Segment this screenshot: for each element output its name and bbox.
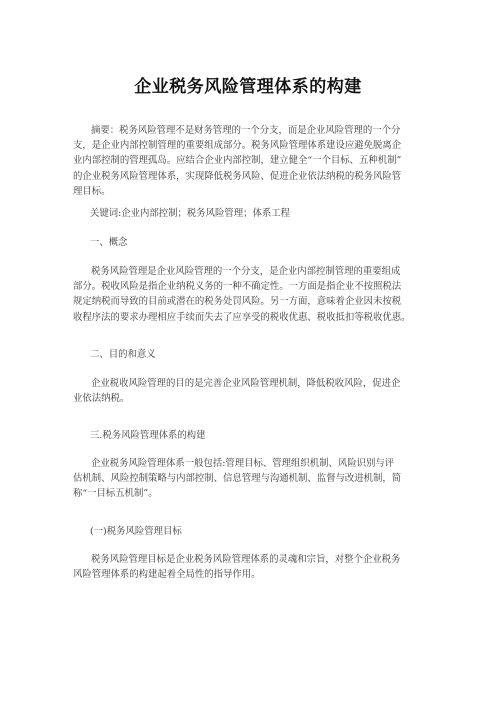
paragraph-line: 风险管理体系的构建起着全局性的指导作用。 bbox=[73, 569, 261, 581]
subsection-heading: (一)税务风险管理目标 bbox=[90, 526, 182, 537]
abstract-line: 业内部控制的管理孤岛。应结合企业内部控制，建立健全“一个目标、五种机制” bbox=[73, 155, 402, 167]
section-paragraph bbox=[73, 264, 433, 325]
section-paragraph bbox=[73, 552, 433, 582]
paragraph-line: 企业税收风险管理的目的是完善企业风险管理机制，降低税收风险，促进企 bbox=[91, 378, 401, 389]
abstract-paragraph bbox=[73, 123, 433, 199]
abstract-line: 支，是企业内部控制管理的重要组成部分。税务风险管理体系建设应避免脱离企 bbox=[73, 140, 402, 152]
page-title: 企业税务风险管理体系的构建 bbox=[134, 77, 362, 97]
paragraph-line: 规定纳税而导致的目前或潜在的税务处罚风险。另一方面，意味着企业因未按税 bbox=[73, 296, 402, 308]
paragraph-line: 估机制、风险控制策略与内部控制、信息管理与沟通机制、监督与改进机制，简 bbox=[73, 473, 402, 485]
paragraph-line: 业依法纳税。 bbox=[73, 393, 130, 405]
abstract-line: 的企业税务风险管理体系，实现降低税务风险、促进企业依法纳税的税务风险管 bbox=[73, 170, 402, 182]
section-heading: 三.税务风险管理体系的构建 bbox=[90, 430, 206, 441]
paragraph-line: 收程序法的要求办理相应手续而失去了应享受的税收优惠、税收抵扣等税收优惠。 bbox=[73, 311, 411, 323]
paragraph-line: 部分。税收风险是指企业纳税义务的一种不确定性。一方面是指企业不按照税法 bbox=[73, 281, 402, 293]
section-paragraph bbox=[73, 376, 433, 406]
abstract-line: 理目标。 bbox=[73, 185, 111, 197]
section-paragraph bbox=[73, 456, 433, 502]
paragraph-line: 称“一目标五机制”。 bbox=[73, 488, 158, 500]
paragraph-line: 税务风险管理目标是企业税务风险管理体系的灵魂和宗旨，对整个企业税务 bbox=[91, 554, 401, 565]
section-heading: 二、目的和意义 bbox=[90, 349, 156, 360]
paragraph-line: 税务风险管理是企业风险管理的一个分支，是企业内部控制管理的重要组成 bbox=[91, 266, 401, 277]
paragraph-line: 企业税务风险管理体系一般包括:管理目标、管理组织机制、风险识别与评 bbox=[91, 458, 395, 469]
abstract-line: 摘要：税务风险管理不是财务管理的一个分支，而是企业风险管理的一个分 bbox=[91, 125, 401, 136]
keywords-line: 关键词:企业内部控制；税务风险管理；体系工程 bbox=[90, 208, 291, 219]
section-heading: 一、概念 bbox=[90, 237, 128, 248]
